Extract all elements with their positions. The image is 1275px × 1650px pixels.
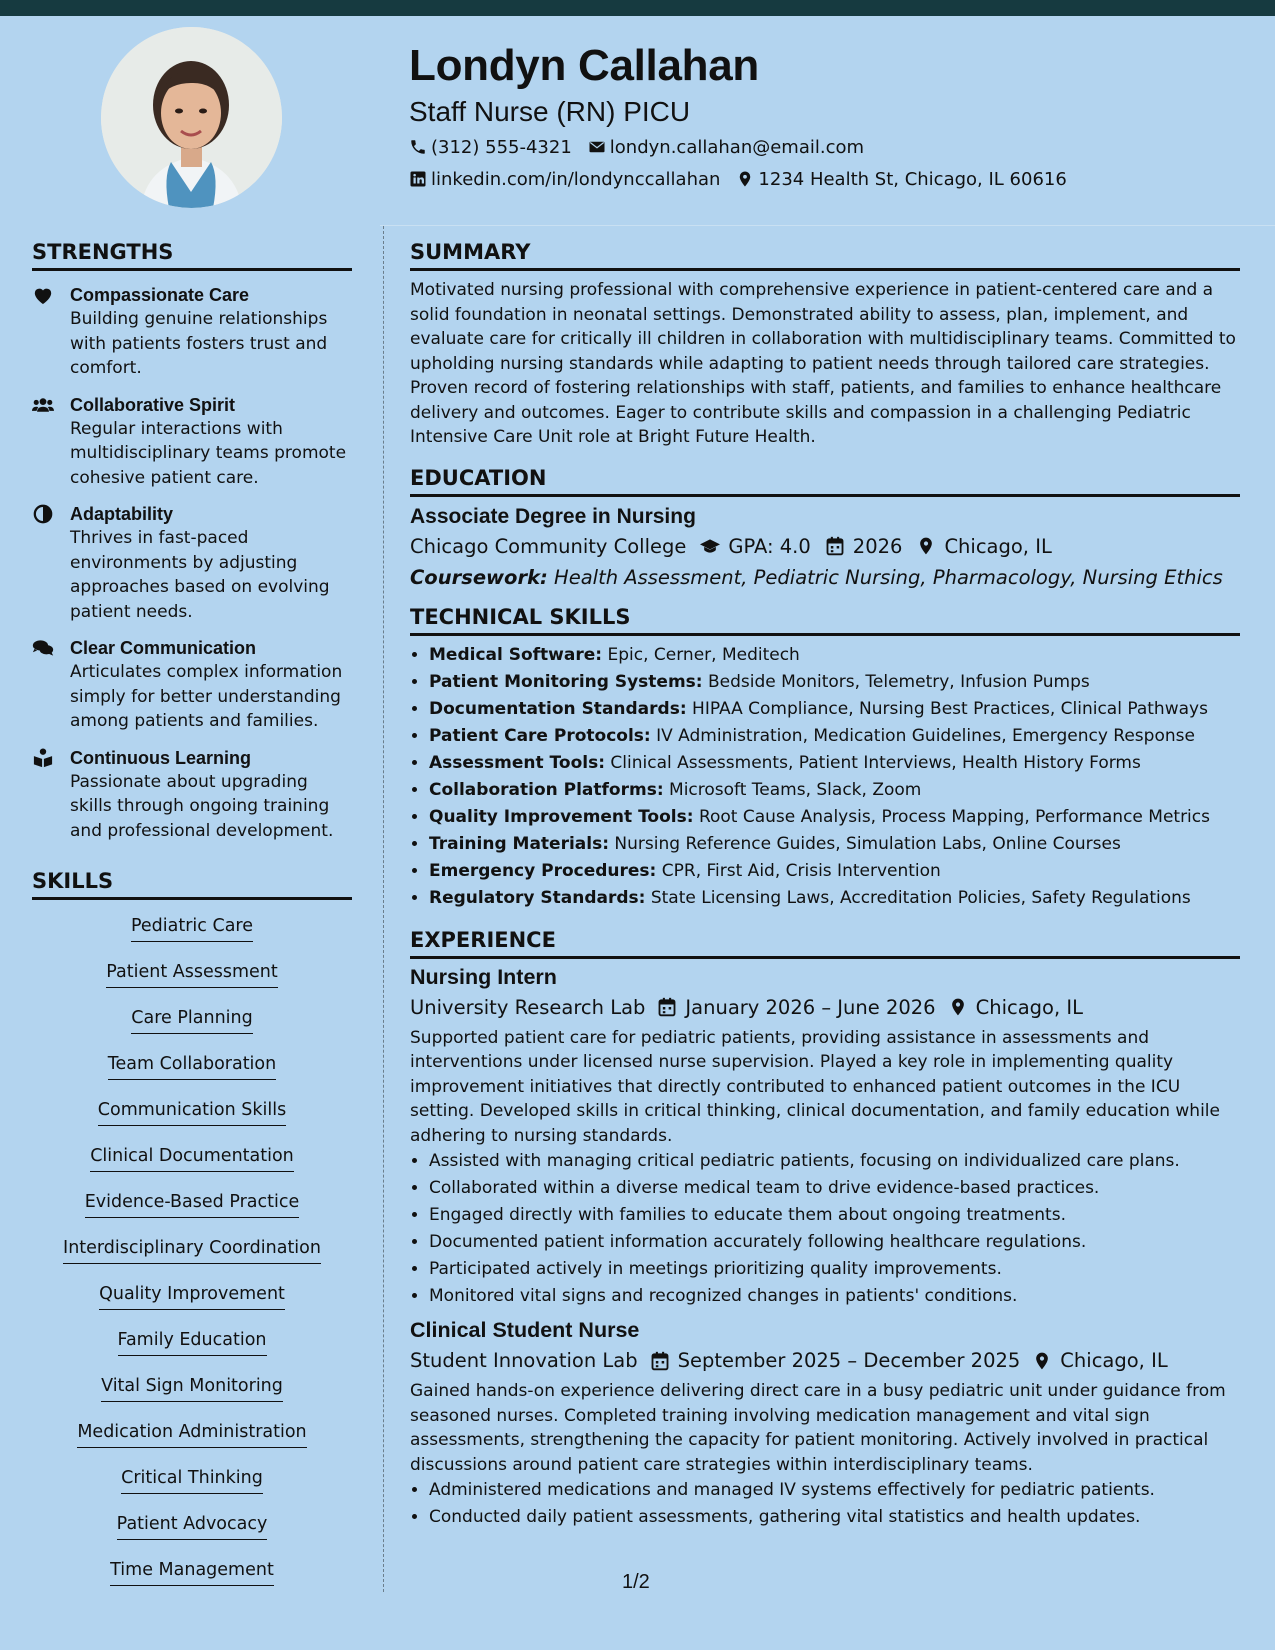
contact-row-1 [409,134,1083,160]
job-title: Staff Nurse (RN) PICU [409,95,691,127]
coursework-label: Coursework: [410,565,548,589]
skills-heading: SKILLS [32,869,352,900]
summary-heading: SUMMARY [410,240,1240,271]
strength-item [32,502,352,624]
skill-tag: Critical Thinking [121,1466,263,1494]
list-item: • Documented patient information accurately following healthcare regulations. [429,1229,1240,1256]
position-dates: January 2026 – June 2026 [685,995,936,1019]
tech-skill-label: Quality Improvement Tools: [429,806,694,827]
position-meta [410,996,1240,1019]
education-location: Chicago, IL [944,534,1052,558]
tech-skill-label: Medical Software: [429,644,603,665]
map-pin-icon [1032,1351,1052,1371]
tech-skill-label: Patient Care Protocols: [429,725,651,746]
strength-desc: Thrives in fast-paced environments by adjusting approaches based on evolving patient needs. [70,528,330,622]
heart-icon [32,285,54,305]
tech-skill-value: Root Cause Analysis, Process Mapping, Performance Metrics [698,806,1210,827]
tech-skill-label: Assessment Tools: [429,752,605,773]
tech-skill-value: Epic, Cerner, Meditech [607,644,800,665]
envelope-icon [588,138,606,156]
phone-icon [409,138,427,156]
skill-tag: Time Management [110,1558,274,1586]
strength-desc: Building genuine relationships with patients fosters trust and comfort. [70,309,328,378]
phone-contact[interactable] [409,137,572,158]
position-meta [410,1349,1240,1372]
strength-desc: Passionate about upgrading skills through ongoing training and professional development. [70,771,334,841]
right-column [410,240,1240,1531]
list-item: • Monitored vital signs and recognized changes in patients' conditions. [429,1283,1240,1310]
tech-skill-value: Nursing Reference Guides, Simulation Labs, Online Courses [614,833,1121,854]
address-contact [736,169,1066,190]
list-item [429,750,1240,777]
list-item [429,831,1240,858]
list-item: • Collaborated within a diverse medical team to drive evidence-based practices. [429,1175,1240,1202]
position-location: Chicago, IL [1060,1349,1168,1372]
summary-text: Motivated nursing professional with comprehensive experience in patient-centered care and a solid foundation in neonatal settings. Demonstrated ability to assess, plan, implement, and evaluate care for critically ill children in collaboration with multidisciplinary teams. Committed to upholding nursing standards while adapting to patient needs through tailored care strategies. Proven record of fostering relationships with staff, patients, and families to enhance healthcare delivery and outcomes. Eager to contribute skills and compassion in a challenging Pediatric Intensive Care Unit role at Bright Future Health. [410,280,1236,447]
tech-skill-label: Documentation Standards: [429,698,687,719]
list-item [429,723,1240,750]
list-item: • Engaged directly with families to educate them about ongoing treatments. [429,1202,1240,1229]
tech-skill-value: Microsoft Teams, Slack, Zoom [669,779,922,800]
coursework-line [410,566,1240,589]
skills-list [32,906,352,1596]
experience-heading: EXPERIENCE [410,928,1240,959]
skill-tag: Evidence-Based Practice [85,1190,300,1218]
tech-skill-label: Regulatory Standards: [429,887,646,908]
comments-icon [32,638,54,658]
header-rule [380,225,1275,226]
gpa-text: GPA: 4.0 [728,534,811,558]
map-pin-icon [736,170,754,188]
list-item: • Participated actively in meetings prioritizing quality improvements. [429,1256,1240,1283]
page-number: 1/2 [622,1571,650,1593]
skill-tag: Medication Administration [77,1420,306,1448]
skill-tag: Pediatric Care [131,914,253,942]
half-circle-icon [32,504,54,524]
candidate-name: Londyn Callahan [409,41,759,90]
skill-tag: Communication Skills [98,1098,286,1126]
strength-title: Clear Communication [70,638,257,658]
technical-skills-list [410,642,1240,912]
tech-skill-value: State Licensing Laws, Accreditation Policies, Safety Regulations [650,887,1191,908]
users-icon [32,395,54,415]
tech-skill-label: Patient Monitoring Systems: [429,671,703,692]
strength-item [32,636,352,734]
list-item: • Conducted daily patient assessments, gathering vital statistics and health updates. [429,1504,1240,1531]
linkedin-contact[interactable] [409,169,720,190]
position-title: Clinical Student Nurse [410,1318,640,1342]
education-meta [410,535,1240,558]
graduation-cap-icon [700,536,720,556]
phone-text: (312) 555-4321 [431,136,572,158]
tech-skill-value: Bedside Monitors, Telemetry, Infusion Pumps [707,671,1090,692]
tech-skill-label: Collaboration Platforms: [429,779,664,800]
organization-name: Student Innovation Lab [410,1349,638,1372]
skill-tag: Care Planning [131,1006,252,1034]
education-heading: EDUCATION [410,466,1240,497]
technical-skills-heading: TECHNICAL SKILLS [410,605,1240,636]
skill-tag: Interdisciplinary Coordination [63,1236,321,1264]
position-summary: Gained hands-on experience delivering direct care in a busy pediatric unit under guidance from seasoned nurses. Completed training involving medication management and vital sign assessments, strengthening the capacity for patient monitoring. Actively involved in practical discussions around patient care strategies within interdisciplinary teams. [410,1381,1226,1475]
skill-tag: Vital Sign Monitoring [101,1374,283,1402]
strength-desc: Regular interactions with multidisciplinary teams promote cohesive patient care. [70,418,347,488]
position-dates: September 2025 – December 2025 [677,1349,1021,1372]
organization-name: University Research Lab [410,995,646,1019]
position-title: Nursing Intern [410,964,557,989]
list-item [429,696,1240,723]
map-pin-icon [916,536,936,556]
coursework-text: Health Assessment, Pediatric Nursing, Pharmacology, Nursing Ethics [554,565,1223,589]
address-text: 1234 Health St, Chicago, IL 60616 [758,168,1067,190]
strength-title: Adaptability [70,504,174,524]
email-text: londyn.callahan@email.com [609,136,865,158]
list-item: • Administered medications and managed IV systems effectively for pediatric patients. [429,1477,1240,1504]
strength-title: Collaborative Spirit [70,394,236,415]
calendar-icon [650,1351,670,1371]
email-contact[interactable] [588,137,864,158]
position-bullets [410,1148,1240,1310]
skill-tag: Clinical Documentation [90,1144,294,1172]
tech-skill-value: HIPAA Compliance, Nursing Best Practices, Clinical Pathways [692,698,1208,719]
strength-item [32,746,352,844]
strengths-heading: STRENGTHS [32,240,352,271]
list-item: • Assisted with managing critical pediatric patients, focusing on individualized care plans. [429,1148,1240,1175]
strength-item [32,283,352,381]
strength-item [32,393,352,491]
skill-tag: Quality Improvement [99,1282,285,1310]
tech-skill-value: IV Administration, Medication Guidelines, Emergency Response [656,725,1195,746]
skill-tag: Family Education [118,1328,267,1356]
tech-skill-label: Training Materials: [429,833,610,854]
graduation-year: 2026 [852,534,903,558]
skill-tag: Patient Advocacy [117,1512,268,1540]
experience-entry [410,1318,1240,1531]
skill-tag: Patient Assessment [106,960,277,988]
list-item [429,669,1240,696]
position-summary: Supported patient care for pediatric patients, providing assistance in assessments and interventions under licensed nurse supervision. Played a key role in implementing quality improvement initiatives that directly contributed to enhanced patient outcomes in the ICU setting. Developed skills in critical thinking, clinical documentation, and family education while adhering to nursing standards. [410,1027,1220,1146]
list-item [429,804,1240,831]
experience-entry [410,965,1240,1311]
skill-tag: Team Collaboration [108,1052,276,1080]
tech-skill-value: Clinical Assessments, Patient Interviews, Health History Forms [610,752,1141,773]
contact-row-2 [409,166,1083,192]
position-location: Chicago, IL [975,995,1083,1019]
school-name: Chicago Community College [410,534,687,558]
position-bullets [410,1477,1240,1531]
strength-desc: Articulates complex information simply for better understanding among patients and families. [70,662,343,731]
book-reader-icon [32,748,54,768]
tech-skill-label: Emergency Procedures: [429,860,657,881]
calendar-icon [657,997,677,1017]
list-item [429,885,1240,912]
map-pin-icon [948,997,968,1017]
resume-header [409,40,1083,192]
linkedin-text: linkedin.com/in/londynccallahan [431,168,721,190]
list-item [429,777,1240,804]
left-column [32,240,352,1596]
calendar-icon [825,536,845,556]
top-accent-bar [0,0,1275,16]
strength-title: Continuous Learning [70,747,251,768]
profile-photo [101,27,282,208]
linkedin-icon [409,170,427,188]
strength-title: Compassionate Care [70,285,250,305]
degree-title: Associate Degree in Nursing [410,504,696,528]
list-item [429,858,1240,885]
list-item [429,642,1240,669]
tech-skill-value: CPR, First Aid, Crisis Intervention [661,860,941,881]
column-divider [383,226,384,1592]
